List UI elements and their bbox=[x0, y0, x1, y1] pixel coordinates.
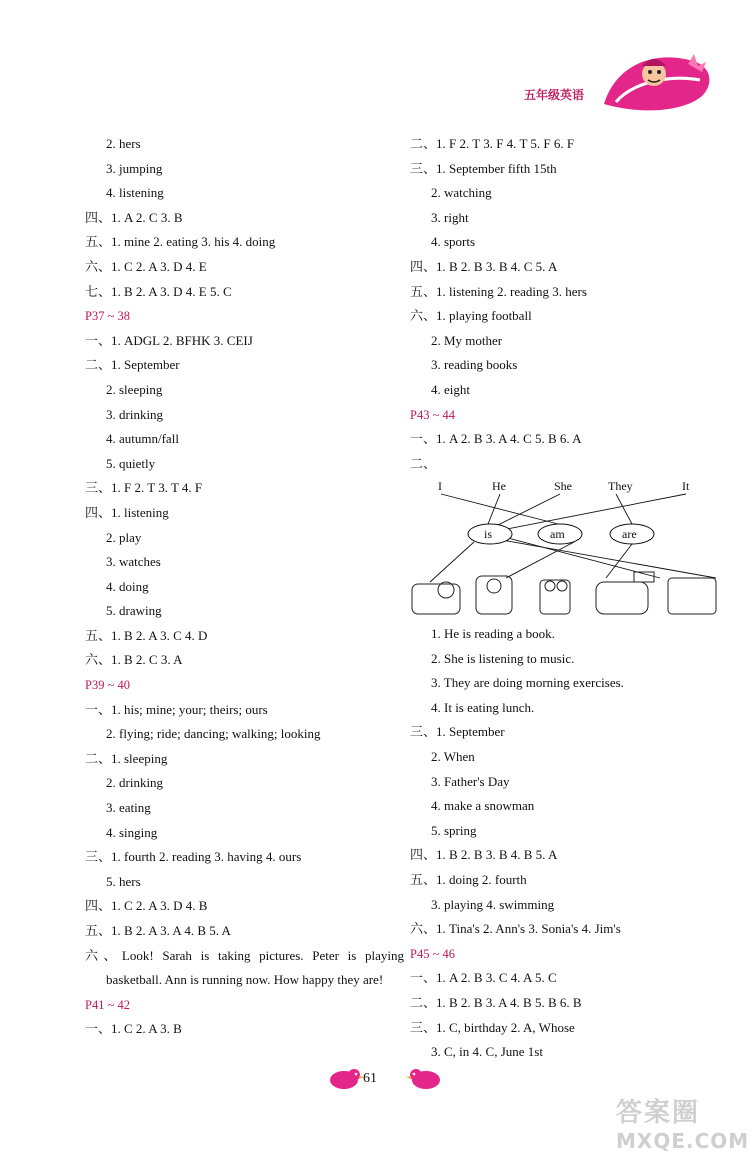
answer-line: 1. He is reading a book. bbox=[431, 626, 555, 641]
answer-line: 4. make a snowman bbox=[431, 798, 535, 814]
activity-pictures bbox=[412, 572, 716, 614]
answer-line: 六、1. playing football bbox=[410, 308, 532, 324]
answer-line: 5. spring bbox=[431, 822, 477, 838]
section-page-range: P45 ~ 46 bbox=[410, 946, 455, 961]
answer-line: 三、1. C, birthday 2. A, Whose bbox=[410, 1019, 575, 1035]
answer-line: 3. reading books bbox=[431, 357, 518, 373]
answer-line: 3. They are doing morning exercises. bbox=[431, 675, 624, 691]
answer-line: 一、1. his; mine; your; theirs; ours bbox=[85, 701, 268, 717]
pronoun-label: It bbox=[682, 479, 690, 493]
answer-line: 六、1. Tina's 2. Ann's 3. Sonia's 4. Jim's bbox=[410, 921, 621, 937]
answer-line: 3. eating bbox=[106, 800, 151, 816]
answer-line: 三、1. September fifth 15th bbox=[410, 160, 557, 176]
answer-line: 4. listening bbox=[106, 185, 164, 201]
answer-line: 六、1. B 2. C 3. A bbox=[85, 652, 183, 668]
header-title: 五年级英语 bbox=[524, 88, 585, 102]
answer-line: 四、1. A 2. C 3. B bbox=[85, 209, 183, 225]
answer-line: 4. doing bbox=[106, 578, 149, 594]
answer-line: 2. My mother bbox=[431, 332, 503, 348]
answer-line: 4. sports bbox=[431, 234, 476, 250]
answer-line: 五、1. B 2. A 3. C 4. D bbox=[85, 627, 208, 643]
section-page-range: P43 ~ 44 bbox=[410, 407, 455, 422]
answer-line: 二、1. September bbox=[85, 357, 180, 373]
answer-line: 3. jumping bbox=[106, 160, 163, 176]
answer-line: 二、 bbox=[410, 455, 437, 471]
answer-line: 4. It is eating lunch. bbox=[431, 699, 535, 715]
pink-bird-icon bbox=[328, 1065, 364, 1091]
pronoun-label: She bbox=[554, 479, 572, 493]
answer-line: 五、1. B 2. A 3. A 4. B 5. A bbox=[85, 923, 231, 938]
answer-line: 2. When bbox=[431, 748, 475, 764]
pronoun-label: He bbox=[492, 479, 506, 493]
verb-label: am bbox=[550, 527, 565, 541]
watermark-top: 答案圈 bbox=[616, 1098, 701, 1128]
answer-line: 三、1. F 2. T 3. T 4. F bbox=[85, 480, 203, 496]
answer-line: 3. C, in 4. C, June 1st bbox=[431, 1044, 543, 1060]
answer-line: 4. eight bbox=[431, 381, 470, 397]
answer-line: 3. drinking bbox=[106, 406, 164, 422]
pink-bird-icon bbox=[406, 1065, 442, 1091]
pronoun-verb-matching-diagram bbox=[410, 474, 720, 618]
answer-line: 一、1. C 2. A 3. B bbox=[85, 1021, 182, 1037]
answer-line: 二、1. B 2. B 3. A 4. B 5. B 6. B bbox=[410, 994, 582, 1010]
answer-line: 3. playing 4. swimming bbox=[431, 896, 555, 912]
left-answer-column bbox=[85, 132, 404, 1042]
answer-line: 3. right bbox=[431, 209, 469, 225]
answer-line: 5. drawing bbox=[106, 603, 162, 619]
answer-line: 2. drinking bbox=[106, 775, 164, 791]
answer-line: 三、1. September bbox=[410, 724, 505, 740]
answer-line: 4. singing bbox=[106, 824, 158, 840]
answer-line: 四、1. listening bbox=[85, 504, 169, 520]
right-answer-column-bottom bbox=[410, 622, 710, 1065]
answer-line: 2. She is listening to music. bbox=[431, 650, 575, 666]
section-page-range: P39 ~ 40 bbox=[85, 678, 130, 693]
watermark bbox=[616, 1092, 750, 1156]
answer-line: 五、1. mine 2. eating 3. his 4. doing bbox=[85, 234, 276, 250]
section-page-range: P37 ~ 38 bbox=[85, 309, 130, 324]
answer-line: 七、1. B 2. A 3. D 4. E 5. C bbox=[85, 283, 232, 299]
answer-line: 2. hers bbox=[106, 136, 141, 151]
answer-line: 四、1. B 2. B 3. B 4. B 5. A bbox=[410, 847, 558, 863]
answer-line: 4. autumn/fall bbox=[106, 431, 179, 447]
verb-label: is bbox=[484, 527, 493, 541]
answer-line: 2. flying; ride; dancing; walking; looking bbox=[106, 726, 321, 742]
answer-line: 二、1. sleeping bbox=[85, 750, 168, 766]
answer-line: 三、1. fourth 2. reading 3. having 4. ours bbox=[85, 849, 302, 865]
pronoun-label: They bbox=[608, 479, 633, 493]
answer-paragraph: 六、Look! Sarah is taking pictures. Peter is playing basketball. Ann is running now. How happy they are! bbox=[85, 947, 404, 988]
pronoun-label: I bbox=[438, 479, 442, 493]
answer-line: 一、1. A 2. B 3. C 4. A 5. C bbox=[410, 970, 557, 986]
answer-line: 五、1. doing 2. fourth bbox=[410, 871, 527, 887]
answer-line: 二、1. F 2. T 3. F 4. T 5. F 6. F bbox=[410, 136, 575, 151]
page-number: 61 bbox=[363, 1071, 377, 1086]
answer-line: 2. watching bbox=[431, 185, 492, 201]
watermark-bottom: MXQE.COM bbox=[616, 1129, 750, 1153]
answer-line: 3. Father's Day bbox=[431, 773, 510, 789]
answer-line: 一、1. A 2. B 3. A 4. C 5. B 6. A bbox=[410, 431, 582, 447]
answer-line: 5. quietly bbox=[106, 455, 156, 471]
answer-line: 2. sleeping bbox=[106, 381, 163, 397]
answer-line: 3. watches bbox=[106, 554, 161, 570]
answer-line: 2. play bbox=[106, 529, 142, 545]
answer-line: 一、1. ADGL 2. BFHK 3. CEIJ bbox=[85, 332, 253, 348]
answer-line: 五、1. listening 2. reading 3. hers bbox=[410, 283, 587, 299]
answer-line: 5. hers bbox=[106, 873, 141, 889]
right-answer-column-top bbox=[410, 132, 710, 476]
section-page-range: P41 ~ 42 bbox=[85, 997, 130, 1012]
answer-line: 六、1. C 2. A 3. D 4. E bbox=[85, 258, 207, 274]
answer-line: 四、1. B 2. B 3. B 4. C 5. A bbox=[410, 258, 558, 274]
verb-label: are bbox=[622, 527, 637, 541]
cartoon-header-illustration bbox=[596, 44, 716, 118]
answer-line: 四、1. C 2. A 3. D 4. B bbox=[85, 898, 208, 914]
